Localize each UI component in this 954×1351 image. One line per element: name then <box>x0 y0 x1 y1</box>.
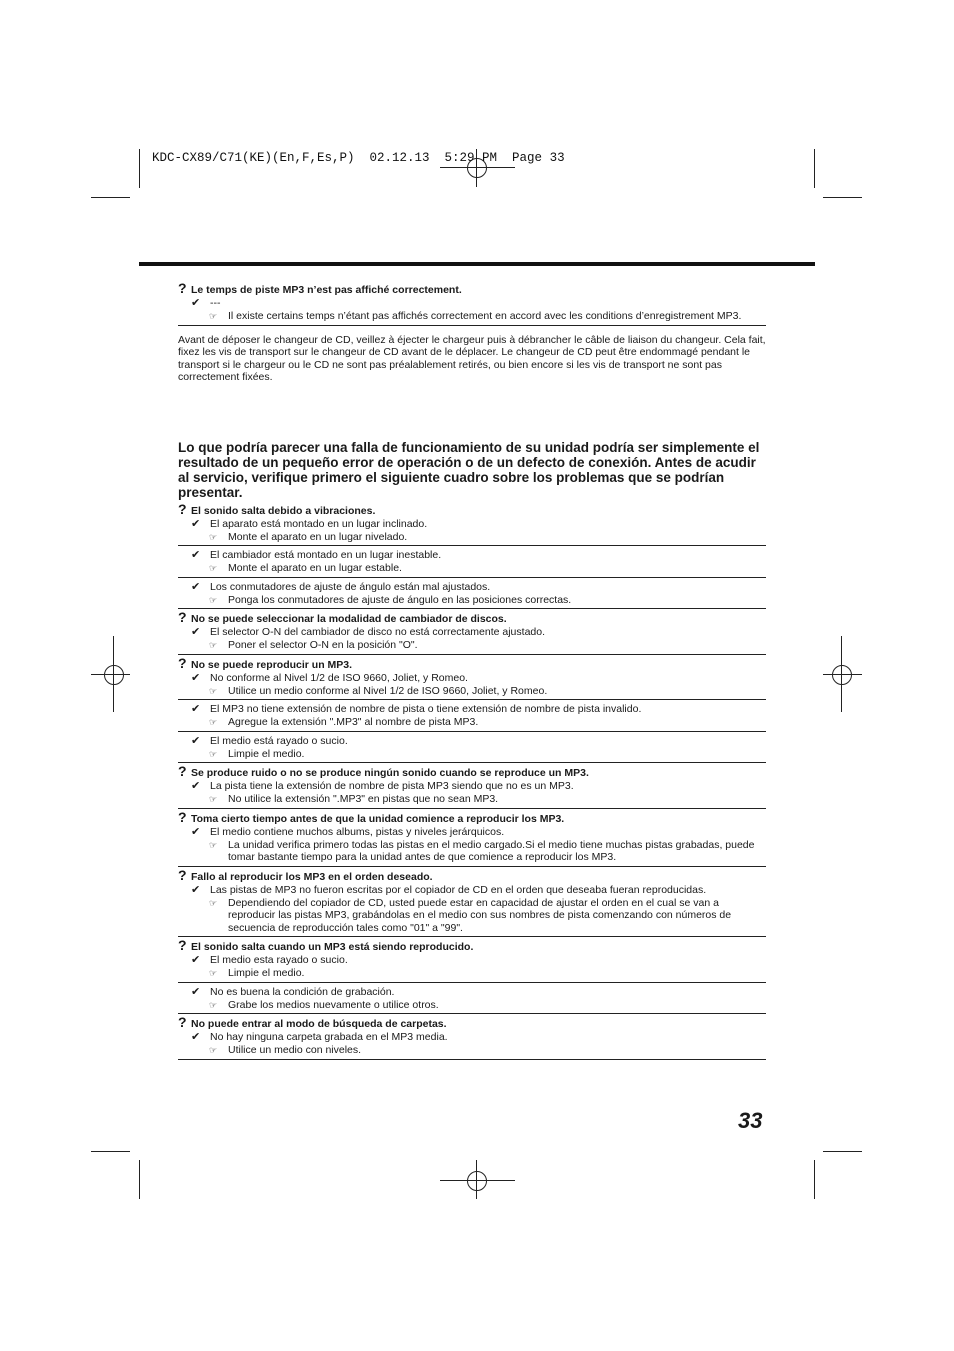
problem-question <box>178 609 766 626</box>
problem-cause <box>178 954 766 967</box>
crop-mark <box>139 149 140 188</box>
problem-question <box>178 808 766 826</box>
problem-remedy <box>178 594 766 607</box>
content-column <box>178 280 766 1063</box>
divider <box>178 545 766 546</box>
crop-mark <box>814 1160 815 1199</box>
divider <box>178 1059 766 1060</box>
pointing-hand-icon: ☞ <box>209 999 218 1010</box>
problem-cause <box>178 518 766 531</box>
troubleshooting-list <box>178 500 766 1060</box>
remedy-text: Utilice un medio conforme al Nivel 1/2 de ISO 9660, Joliet, y Romeo. <box>228 684 548 697</box>
problem-cause <box>178 1031 766 1044</box>
page-number: 33 <box>738 1108 763 1133</box>
problem-remedy <box>178 716 766 729</box>
question-mark-icon: ? <box>178 866 187 883</box>
check-icon: ✔ <box>191 954 201 966</box>
crop-mark <box>823 197 862 198</box>
question-mark-icon: ? <box>178 654 187 671</box>
divider <box>178 654 766 655</box>
divider <box>178 982 766 983</box>
divider <box>178 762 766 763</box>
crop-mark <box>139 1160 140 1199</box>
pointing-hand-icon: ☞ <box>209 968 218 978</box>
cause-text: El medio está rayado o sucio. <box>210 734 348 747</box>
remedy-text: Il existe certains temps n’étant pas affichés correctement en accord avec les conditions d’enregistrement MP3. <box>228 310 742 322</box>
remedy-text: Agregue la extensión ".MP3" al nombre de pista MP3. <box>228 716 479 728</box>
top-rule <box>139 262 815 266</box>
french-remedy <box>178 310 766 323</box>
divider <box>178 731 766 732</box>
pointing-hand-icon: ☞ <box>209 1045 218 1055</box>
cause-text: Los conmutadores de ajuste de ángulo están mal ajustados. <box>210 580 491 593</box>
divider <box>178 325 766 326</box>
registration-target-right <box>832 665 852 685</box>
question-mark-icon: ? <box>178 1014 187 1030</box>
question-mark-icon: ? <box>178 609 187 625</box>
pointing-hand-icon: ☞ <box>209 717 218 727</box>
question-text: No se puede seleccionar la modalidad de cambiador de discos. <box>191 613 507 625</box>
problem-remedy <box>178 1044 766 1057</box>
pointing-hand-icon: ☞ <box>209 748 218 759</box>
cause-text: --- <box>210 297 221 309</box>
problem-cause <box>178 884 766 897</box>
question-text: El sonido salta cuando un MP3 está siendo reproducido. <box>191 941 474 953</box>
problem-cause <box>178 703 766 716</box>
pointing-hand-icon: ☞ <box>209 794 218 804</box>
problem-remedy <box>178 967 766 980</box>
check-icon: ✔ <box>191 671 201 684</box>
crop-mark <box>814 149 815 188</box>
registration-line <box>91 674 130 675</box>
question-mark-icon: ? <box>178 500 187 517</box>
spanish-heading: Lo que podría parecer una falla de funcionamiento de su unidad podría ser simplemente el resultado de un pequeño error de operación o de un defecto de conexión. Antes de acudir al servicio, verifique primero el siguiente cuadro sobre los problemas que se podrían presentar. <box>178 439 760 500</box>
problem-question <box>178 500 766 518</box>
french-note: Avant de déposer le changeur de CD, veillez à éjecter le chargeur puis à débrancher le câble de liaison du changeur. Cela fait, fixez les vis de transport sur le changeur de CD avant de le déplacer. Le changeur de CD peut être endommagé pendant le transport si le chargeur ou le CD ne sont pas préalablement retirés, ou bien encore si les vis de transport ne sont pas correctement fixées. <box>178 333 766 383</box>
check-icon: ✔ <box>191 780 201 792</box>
cause-text: El selector O-N del cambiador de disco no está correctamente ajustado. <box>210 626 546 638</box>
divider <box>178 808 766 809</box>
remedy-text: Monte el aparato en un lugar nivelado. <box>228 530 408 543</box>
pointing-hand-icon: ☞ <box>209 594 218 605</box>
question-mark-icon: ? <box>178 808 187 825</box>
remedy-text: No utilice la extensión ".MP3" en pistas que no sean MP3. <box>228 793 499 805</box>
question-mark-icon: ? <box>178 280 187 296</box>
remedy-text: Ponga los conmutadores de ajuste de ángulo en las posiciones correctas. <box>228 593 572 606</box>
french-cause <box>178 297 766 310</box>
cause-text: No hay ninguna carpeta grabada en el MP3 media. <box>210 1031 448 1043</box>
problem-cause <box>178 826 766 839</box>
pointing-hand-icon: ☞ <box>209 839 218 850</box>
question-mark-icon: ? <box>178 763 187 779</box>
cause-text: El MP3 no tiene extensión de nombre de pista o tiene extensión de nombre de pista invalido. <box>210 703 642 715</box>
check-icon: ✔ <box>191 734 201 747</box>
remedy-text: Utilice un medio con niveles. <box>228 1044 362 1056</box>
problem-cause <box>178 735 766 748</box>
problem-cause <box>178 672 766 685</box>
crop-mark <box>823 1151 862 1152</box>
pointing-hand-icon: ☞ <box>209 640 218 650</box>
cause-text: Las pistas de MP3 no fueron escritas por el copiador de CD en el orden que deseaba fueran reproducidas. <box>210 883 707 896</box>
problem-remedy <box>178 562 766 575</box>
problem-remedy <box>178 685 766 698</box>
question-text: Se produce ruido o no se produce ningún sonido cuando se reproduce un MP3. <box>191 767 589 779</box>
cause-text: La pista tiene la extensión de nombre de pista MP3 siendo que no es un MP3. <box>210 780 574 792</box>
remedy-text: Limpie el medio. <box>228 967 305 979</box>
problem-cause <box>178 780 766 793</box>
question-mark-icon: ? <box>178 937 187 953</box>
problem-remedy <box>178 897 766 935</box>
problem-remedy <box>178 999 766 1012</box>
question-text: No puede entrar al modo de búsqueda de carpetas. <box>191 1018 447 1030</box>
check-icon: ✔ <box>191 985 201 998</box>
registration-target-bottom <box>467 1171 487 1191</box>
remedy-text: Limpie el medio. <box>228 747 305 760</box>
check-icon: ✔ <box>191 883 201 896</box>
cause-text: No es buena la condición de grabación. <box>210 985 395 998</box>
divider <box>178 866 766 867</box>
check-icon: ✔ <box>191 517 201 530</box>
question-text: El sonido salta debido a vibraciones. <box>191 504 376 517</box>
check-icon: ✔ <box>191 580 201 593</box>
check-icon: ✔ <box>191 703 201 715</box>
crop-mark <box>91 197 130 198</box>
pointing-hand-icon: ☞ <box>209 685 218 696</box>
pointing-hand-icon: ☞ <box>209 531 218 542</box>
problem-question <box>178 937 766 954</box>
question-text: Le temps de piste MP3 n’est pas affiché correctement. <box>191 284 462 296</box>
problem-cause <box>178 986 766 999</box>
remedy-text: La unidad verifica primero todas las pistas en el medio cargado.Si el medio tiene muchas pistas grabadas, puede tomar bastante tiempo para la unidad antes de que comience a reproducir los MP3. <box>228 838 755 863</box>
registration-line <box>440 167 515 168</box>
question-text: Toma cierto tiempo antes de que la unidad comience a reproducir los MP3. <box>191 812 565 825</box>
problem-question <box>178 866 766 884</box>
registration-target-left <box>104 665 124 685</box>
problem-cause <box>178 581 766 594</box>
cause-text: El medio esta rayado o sucio. <box>210 954 348 966</box>
remedy-text: Poner el selector O-N en la posición "O". <box>228 639 418 651</box>
divider <box>178 608 766 609</box>
print-slug: KDC-CX89/C71(KE)(En,F,Es,P) 02.12.13 5:29 PM Page 33 <box>152 151 565 165</box>
problem-question <box>178 763 766 780</box>
cause-text: El aparato está montado en un lugar inclinado. <box>210 517 428 530</box>
cause-text: El medio contiene muchos albums, pistas y niveles jerárquicos. <box>210 825 505 838</box>
remedy-text: Monte el aparato en un lugar estable. <box>228 562 402 574</box>
problem-cause <box>178 626 766 639</box>
problem-remedy <box>178 639 766 652</box>
pointing-hand-icon: ☞ <box>209 563 218 573</box>
check-icon: ✔ <box>191 297 201 309</box>
divider <box>178 577 766 578</box>
problem-remedy <box>178 839 766 864</box>
registration-line <box>440 1180 515 1181</box>
cause-text: El cambiador está montado en un lugar inestable. <box>210 549 442 561</box>
problem-question <box>178 1014 766 1031</box>
divider <box>178 1013 766 1014</box>
pointing-hand-icon: ☞ <box>209 311 218 321</box>
check-icon: ✔ <box>191 825 201 838</box>
divider <box>178 699 766 700</box>
remedy-text: Grabe los medios nuevamente o utilice otros. <box>228 998 439 1011</box>
french-question <box>178 280 766 297</box>
question-text: Fallo al reproducir los MP3 en el orden deseado. <box>191 870 433 883</box>
problem-question <box>178 654 766 672</box>
problem-remedy <box>178 748 766 761</box>
check-icon: ✔ <box>191 626 201 638</box>
crop-mark <box>91 1151 130 1152</box>
divider <box>178 936 766 937</box>
check-icon: ✔ <box>191 549 201 561</box>
check-icon: ✔ <box>191 1031 201 1043</box>
cause-text: No conforme al Nivel 1/2 de ISO 9660, Joliet, y Romeo. <box>210 671 468 684</box>
registration-line <box>823 674 862 675</box>
problem-remedy <box>178 531 766 544</box>
problem-remedy <box>178 793 766 806</box>
question-text: No se puede reproducir un MP3. <box>191 658 353 671</box>
problem-cause <box>178 549 766 562</box>
remedy-text: Dependiendo del copiador de CD, usted puede estar en capacidad de ajustar el orden en el cual se van a reproducir las pistas MP3, grabándolas en el medio con sus nombres de pista comenzando con números de secuencia de reproducción tales como "01" a "99". <box>228 896 732 934</box>
pointing-hand-icon: ☞ <box>209 897 218 908</box>
